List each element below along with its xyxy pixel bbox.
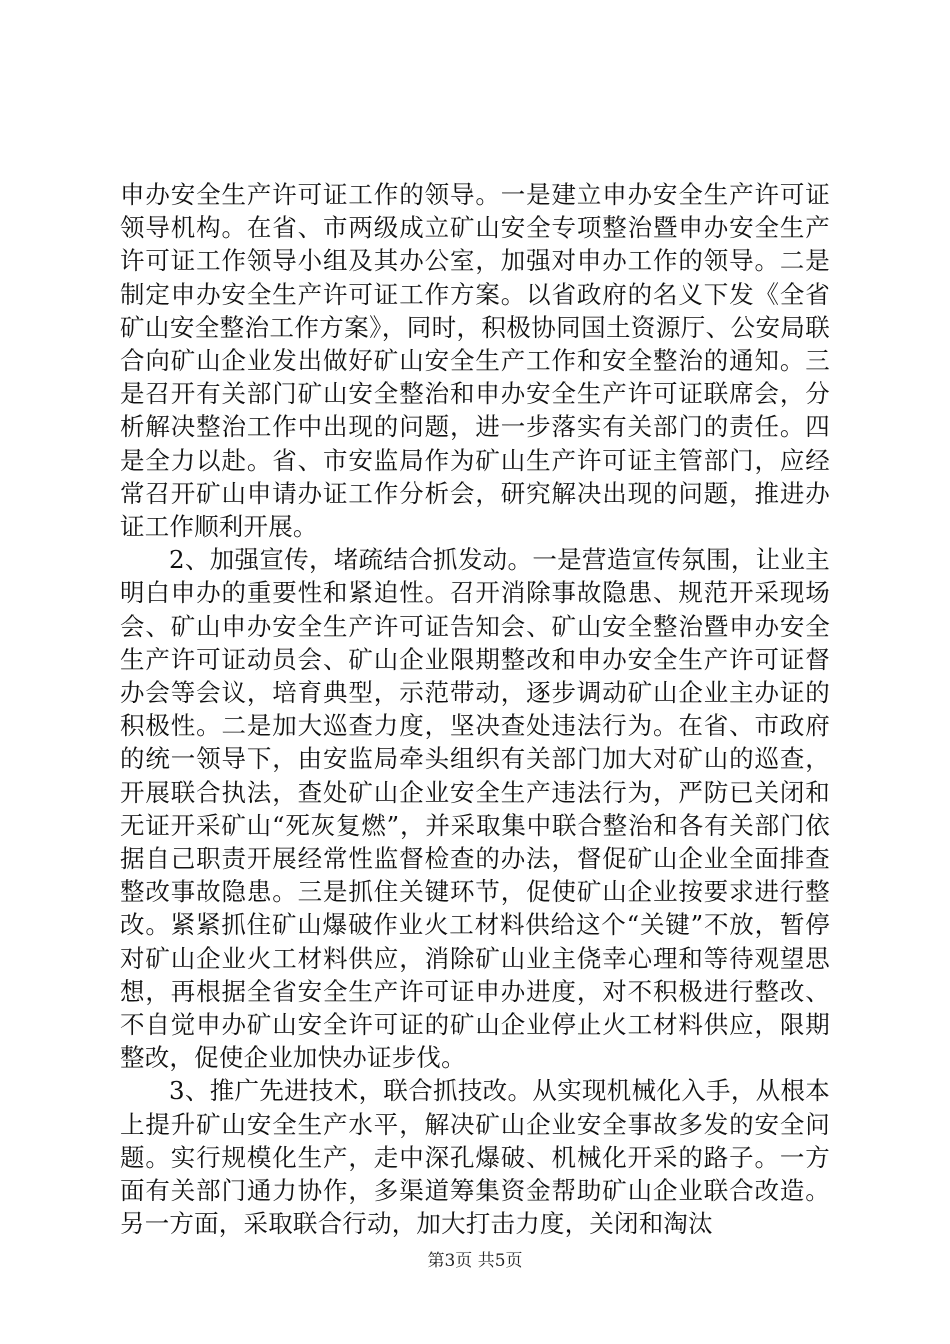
document-body: [120, 178, 830, 1241]
paragraph-2: 2、加强宣传，堵疏结合抓发动。一是营造宣传氛围，让业主明白申办的重要性和紧迫性。召开消除事故隐患、规范开采现场会、矿山申办安全生产许可证告知会、矿山安全整治暨申办安全生产许可证动员会、矿山企业限期整改和申办安全生产许可证督办会等会议，培育典型，示范带动，逐步调动矿山企业主办证的积极性。二是加大巡查力度，坚决查处违法行为。在省、市政府的统一领导下，由安监局牵头组织有关部门加大对矿山的巡查，开展联合执法，查处矿山企业安全生产违法行为，严防已关闭和无证开采矿山“死灰复燃”，并采取集中联合整治和各有关部门依据自己职责开展经常性监督检查的办法，督促矿山企业全面排查整改事故隐患。三是抓住关键环节，促使矿山企业按要求进行整改。紧紧抓住矿山爆破作业火工材料供给这个“关键”不放，暂停对矿山企业火工材料供应，消除矿山业主侥幸心理和等待观望思想，再根据全省安全生产许可证申办进度，对不积极进行整改、不自觉申办矿山安全许可证的矿山企业停止火工材料供应，限期整改，促使企业加快办证步伐。: [120, 545, 830, 1073]
page-number-label: 第3页 共5页: [427, 1251, 523, 1271]
paragraph-3: 3、推广先进技术，联合抓技改。从实现机械化入手，从根本上提升矿山安全生产水平，解决矿山企业安全事故多发的安全问题。实行规模化生产，走中深孔爆破、机械化开采的路子。一方面有关部门通力协作，多渠道筹集资金帮助矿山企业联合改造。另一方面，采取联合行动，加大打击力度，关闭和淘汰: [120, 1076, 830, 1239]
page-footer: [0, 1246, 950, 1271]
paragraph-1: 申办安全生产许可证工作的领导。一是建立申办安全生产许可证领导机构。在省、市两级成立矿山安全专项整治暨申办安全生产许可证工作领导小组及其办公室，加强对申办工作的领导。二是制定申办安全生产许可证工作方案。以省政府的名义下发《全省矿山安全整治工作方案》，同时，积极协同国土资源厅、公安局联合向矿山企业发出做好矿山安全生产工作和安全整治的通知。三是召开有关部门矿山安全整治和申办安全生产许可证联席会，分析解决整治工作中出现的问题，进一步落实有关部门的责任。四是全力以赴。省、市安监局作为矿山生产许可证主管部门，应经常召开矿山申请办证工作分析会，研究解决出现的问题，推进办证工作顺利开展。: [120, 180, 830, 542]
